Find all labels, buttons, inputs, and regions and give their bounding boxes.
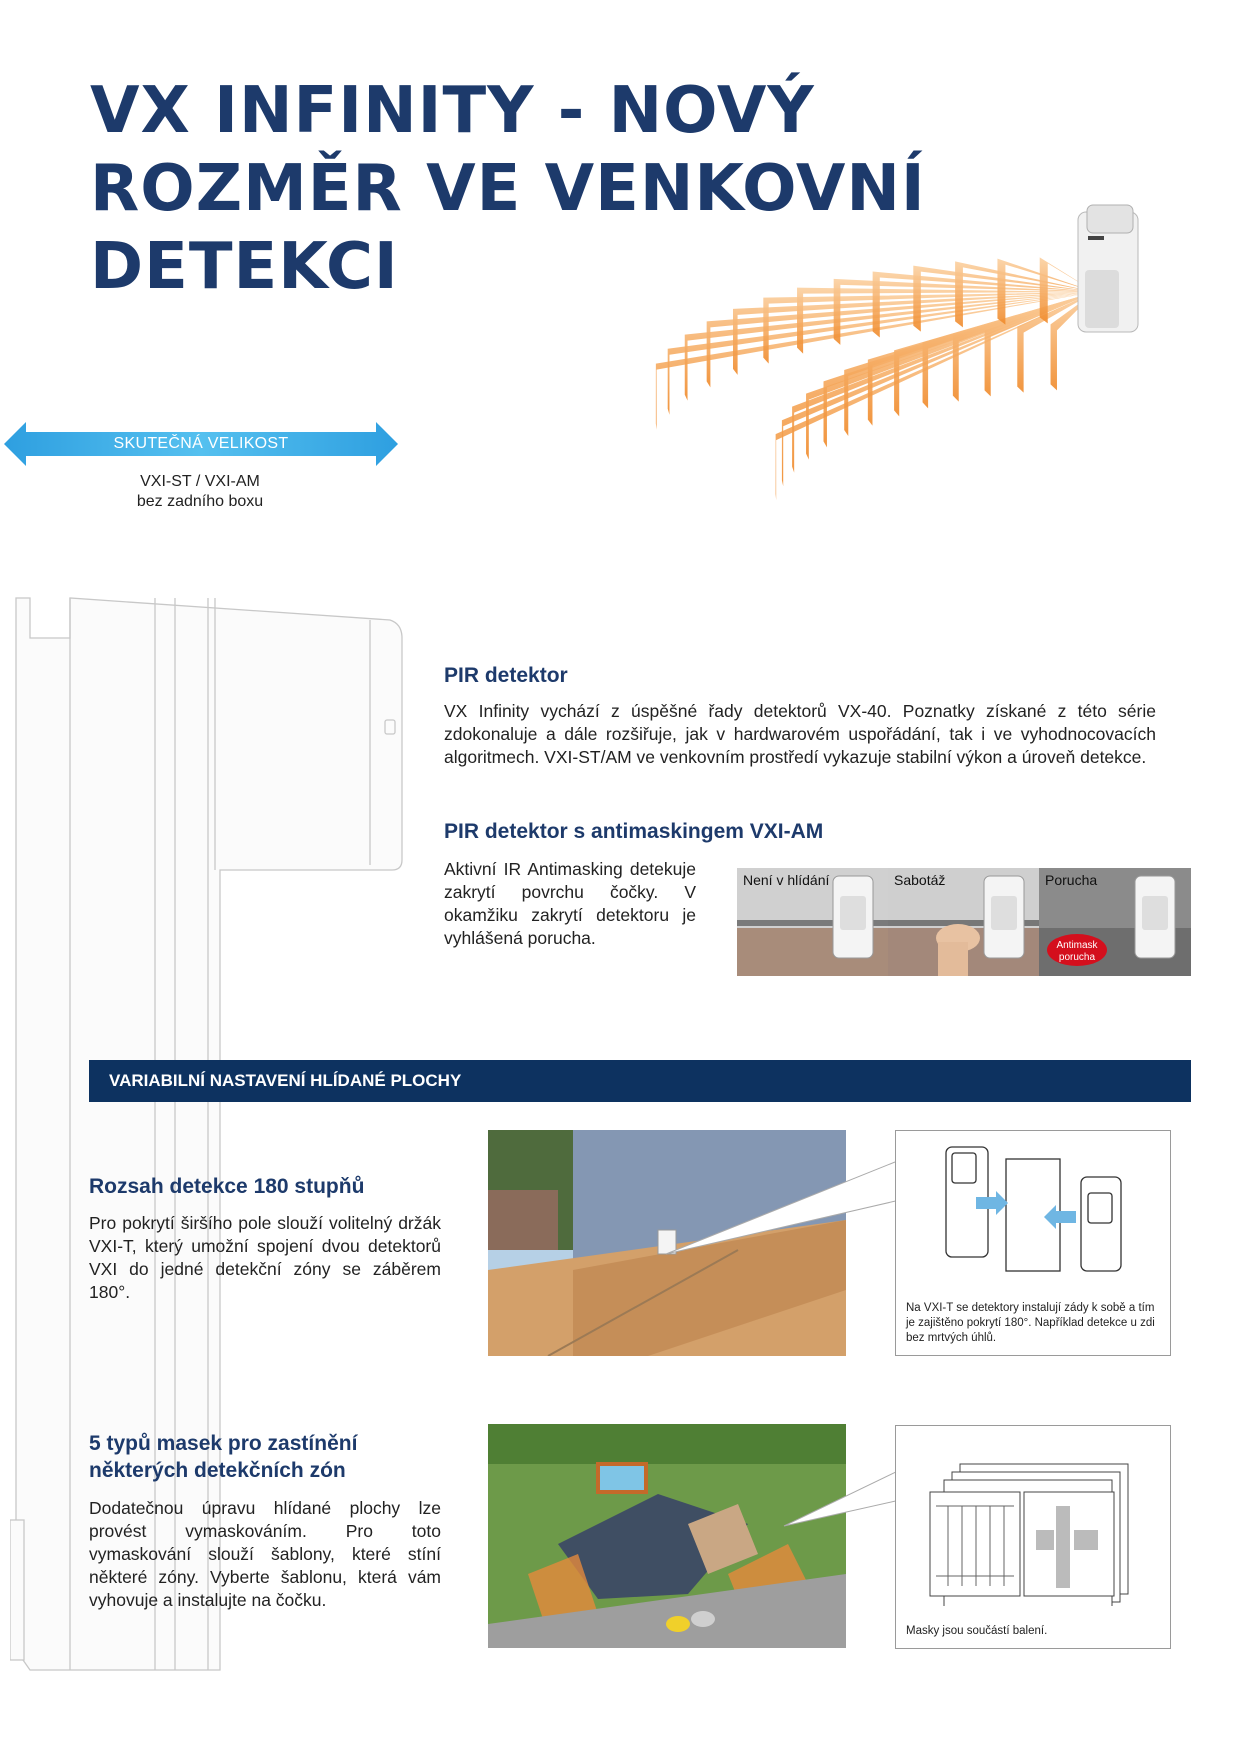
mask-templates-frame: [895, 1425, 1171, 1649]
detection-fan-illustration: [575, 200, 1175, 630]
masks-caption: Masky jsou součástí balení.: [906, 1625, 1048, 1637]
vxi-t-bracket-diagram: [896, 1131, 1170, 1281]
vxi-t-caption: Na VXI-T se detektory instalují zády k sobě a tím je zajištěno pokrytí 180°. Například detekce u zdi bez mrtvých úhlů.: [906, 1302, 1155, 1344]
title-line-1: VX INFINITY - NOVÝ: [90, 74, 815, 148]
pir-heading: PIR detektor: [444, 664, 568, 687]
vxi-t-diagram-frame: [895, 1130, 1171, 1356]
state-label-fault: Porucha: [1045, 872, 1098, 888]
masks-text: Dodatečnou úpravu hlídané plochy lze provést vymaskováním. Pro toto vymaskování slouží šablony, které stíní některé zóny. Vyberte šablonu, která vám vyhovuje a instalujte na čočku.: [89, 1498, 441, 1610]
state-thumb-not-armed: [737, 868, 889, 976]
size-model: VXI-ST / VXI-AM: [140, 473, 260, 490]
state-thumb-fault: [1039, 868, 1191, 976]
title-line-3: DETEKCI: [90, 230, 399, 304]
antimask-fault-badge: Antimask porucha: [1056, 940, 1098, 963]
masks-heading: [89, 1430, 357, 1484]
pir-am-text: Aktivní IR Antimasking detekuje zakrytí povrchu čočky. V okamžiku zakrytí detektoru je vyhlášená porucha.: [444, 859, 696, 948]
actual-size-label: SKUTEČNÁ VELIKOST: [113, 435, 289, 452]
state-label-not-armed: Není v hlídání: [743, 872, 830, 888]
section-heading-bar: VARIABILNÍ NASTAVENÍ HLÍDANÉ PLOCHY: [89, 1060, 1191, 1102]
masks-heading-line-2: některých detekčních zón: [89, 1459, 346, 1482]
title-line-2: ROZMĚR VE VENKOVNÍ: [90, 152, 926, 226]
mask-templates-diagram: [896, 1426, 1170, 1606]
detector-illustration: [1078, 205, 1138, 332]
masks-heading-line-1: 5 typů masek pro zastínění: [89, 1432, 358, 1455]
state-label-tamper: Sabotáž: [894, 872, 946, 888]
size-note: bez zadního boxu: [136, 493, 264, 510]
actual-size-indicator: [4, 422, 398, 466]
pir-text: VX Infinity vychází z úspěšné řady detektorů VX-40. Poznatky získané z této série zdokonaluje a dále rozšiřuje, jak v hardwarovém uspořádání, tak i ve vyhodnocovacích algoritmech. VXI-ST/AM ve venkovním prostředí vykazuje stabilní výkon a úroveň detekce.: [444, 701, 1156, 767]
detection-beams: [656, 257, 1095, 500]
house-aerial-image: [488, 1424, 846, 1648]
callout-pointer: [660, 1160, 900, 1270]
pir-am-heading: PIR detektor s antimaskingem VXI-AM: [444, 820, 824, 843]
state-thumb-tamper: [888, 868, 1040, 976]
size-caption: [100, 472, 300, 512]
range-180-text: Pro pokrytí širšího pole slouží volitelný držák VXI-T, který umožní spojení dvou detektorů VXI do jedné detekční zóny se záběrem 180°.: [89, 1213, 441, 1302]
range-180-heading: Rozsah detekce 180 stupňů: [89, 1175, 365, 1198]
callout-pointer-2: [780, 1470, 900, 1530]
